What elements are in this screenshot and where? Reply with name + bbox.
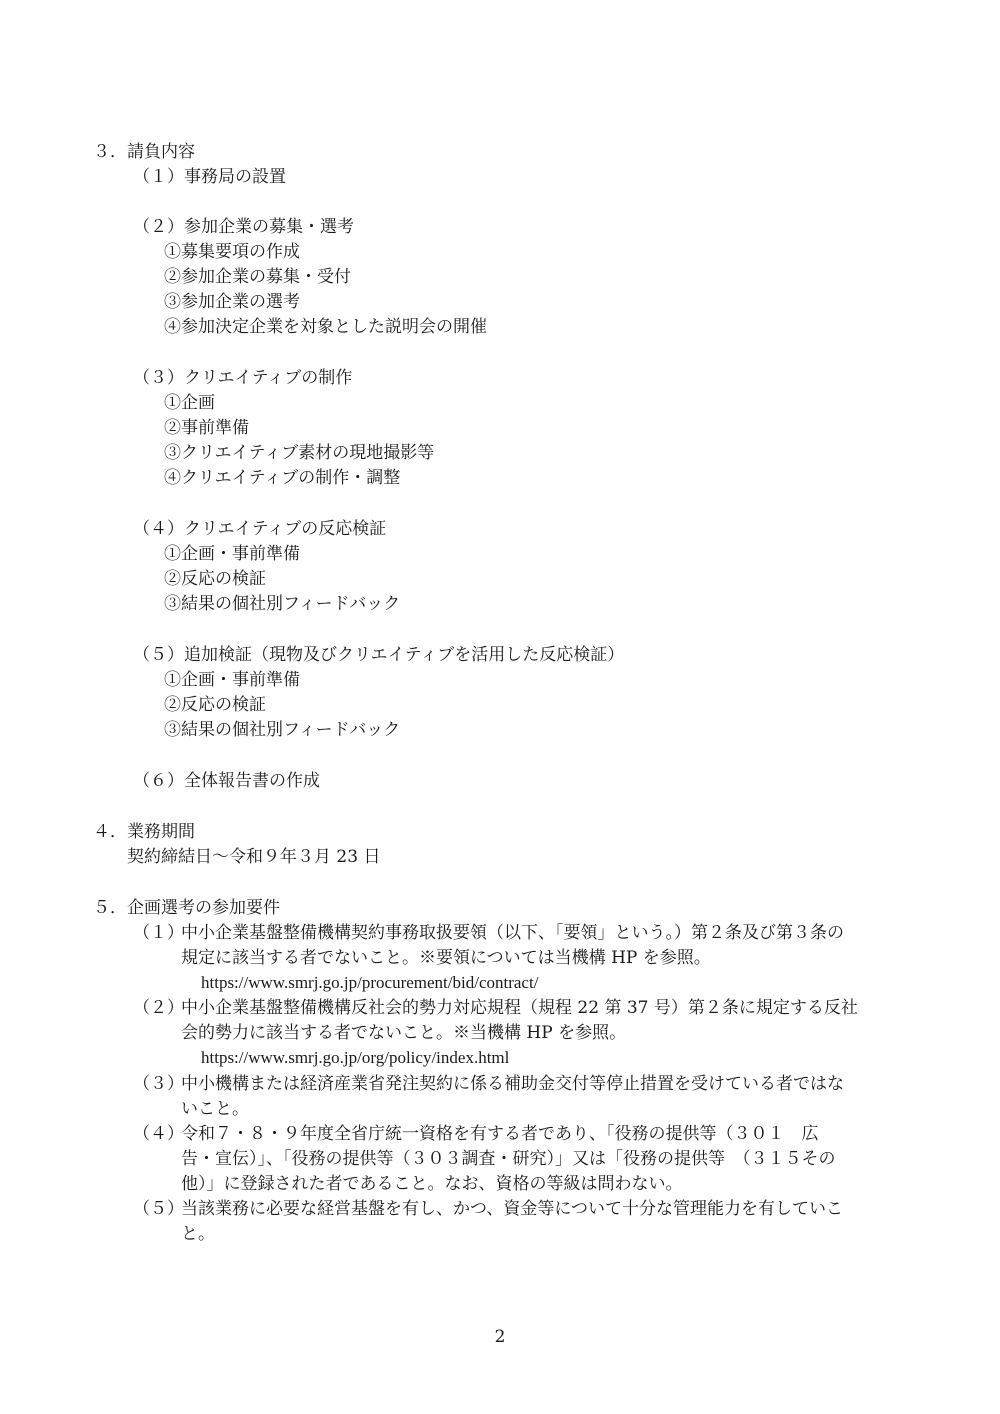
req-2-number: （２） (133, 998, 184, 1018)
req-3-number: （３） (133, 1074, 184, 1094)
page-number: 2 (494, 1327, 506, 1347)
item-3-5-title: （５）追加検証（現物及びクリエイティブを活用した反応検証） (133, 645, 625, 665)
req-1-line-1: 中小企業基盤整備機構契約事務取扱要領（以下、「要領」という。）第２条及び第３条の (181, 923, 844, 943)
item-3-5-sub-2: ②反応の検証 (164, 695, 266, 715)
req-1-number: （１） (133, 923, 184, 943)
item-3-4-sub-2: ②反応の検証 (164, 569, 266, 589)
section-3-heading: ３．請負内容 (93, 142, 195, 162)
req-3-line-2: いこと。 (181, 1099, 249, 1119)
req-4-number: （４） (133, 1124, 184, 1144)
req-4-line-3: 他）」に登録された者であること。なお、資格の等級は問わない。 (181, 1174, 683, 1194)
item-3-3-sub-3: ③クリエイティブ素材の現地撮影等 (164, 443, 435, 463)
section-4-heading: ４．業務期間 (93, 822, 195, 842)
item-3-4-sub-3: ③結果の個社別フィードバック (164, 594, 401, 614)
req-2-line-1: 中小企業基盤整備機構反社会的勢力対応規程（規程 22 第 37 号）第２条に規定する反社 (181, 998, 858, 1018)
section-5-heading: ５．企画選考の参加要件 (93, 898, 280, 918)
item-3-2-sub-4: ④参加決定企業を対象とした説明会の開催 (164, 317, 487, 337)
item-3-5-sub-1: ①企画・事前準備 (164, 670, 300, 690)
item-3-2-sub-1: ①募集要項の作成 (164, 242, 300, 262)
req-3-line-1: 中小機構または経済産業省発注契約に係る補助金交付等停止措置を受けている者ではな (181, 1074, 844, 1094)
item-3-6-title: （６）全体報告書の作成 (133, 771, 320, 791)
req-4-line-2: 告・宣伝）」、「役務の提供等（３０３調査・研究）」又は「役務の提供等 （３１５その (181, 1149, 836, 1169)
req-1-url[interactable]: https://www.smrj.go.jp/procurement/bid/contract/ (201, 973, 539, 992)
item-3-2-sub-2: ②参加企業の募集・受付 (164, 267, 351, 287)
item-3-5-sub-3: ③結果の個社別フィードバック (164, 720, 401, 740)
item-3-3-sub-2: ②事前準備 (164, 418, 249, 438)
item-3-1-title: （１）事務局の設置 (133, 167, 286, 187)
item-3-4-sub-1: ①企画・事前準備 (164, 544, 300, 564)
req-5-line-2: と。 (181, 1224, 215, 1244)
section-4-body: 契約締結日～令和９年３月 23 日 (127, 847, 381, 867)
item-3-4-title: （４）クリエイティブの反応検証 (133, 519, 387, 539)
req-1-line-2: 規定に該当する者でないこと。※要領については当機構 HP を参照。 (181, 948, 711, 968)
req-2-line-2: 会的勢力に該当する者でないこと。※当機構 HP を参照。 (181, 1023, 627, 1043)
req-4-line-1: 令和７・８・９年度全省庁統一資格を有する者であり、「役務の提供等（３０１ 広 (181, 1124, 819, 1144)
item-3-3-title: （３）クリエイティブの制作 (133, 368, 353, 388)
req-2-url[interactable]: https://www.smrj.go.jp/org/policy/index.html (201, 1048, 510, 1067)
item-3-3-sub-4: ④クリエイティブの制作・調整 (164, 468, 401, 488)
item-3-3-sub-1: ①企画 (164, 393, 215, 413)
req-5-number: （５） (133, 1199, 184, 1219)
item-3-2-sub-3: ③参加企業の選考 (164, 292, 300, 312)
item-3-2-title: （２）参加企業の募集・選考 (133, 217, 354, 237)
req-5-line-1: 当該業務に必要な経営基盤を有し、かつ、資金等について十分な管理能力を有していこ (181, 1199, 843, 1219)
